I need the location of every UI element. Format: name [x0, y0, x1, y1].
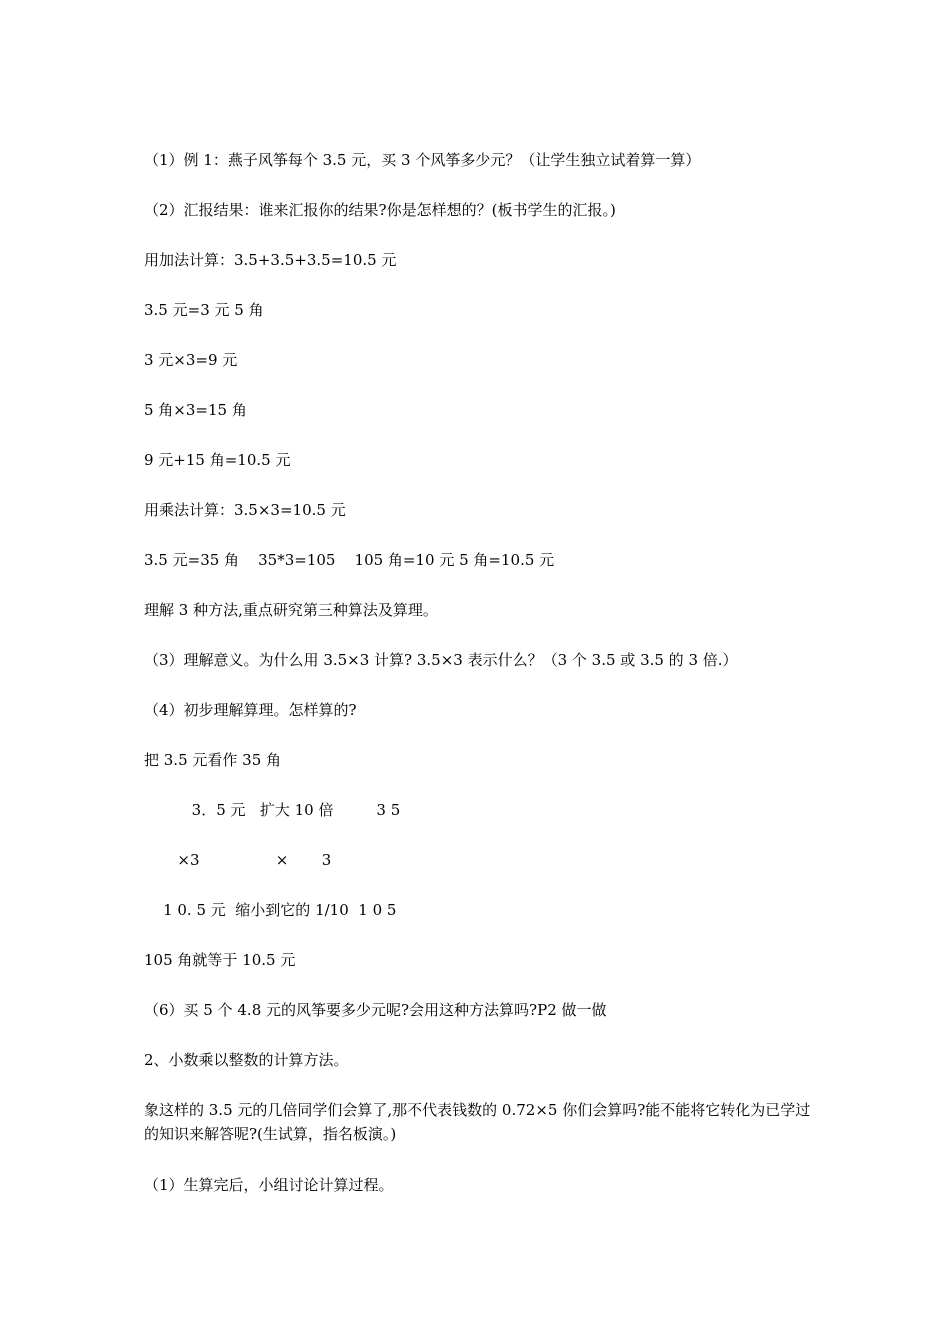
paragraph-practice: （6）买 5 个 4.8 元的风筝要多少元呢?会用这种方法算吗?P2 做一做 — [144, 1001, 607, 1019]
paragraph-meaning: （3）理解意义。为什么用 3.5×3 计算? 3.5×3 表示什么？（3 个 3.5 或 3.5 的 3 倍.） — [144, 651, 738, 669]
paragraph-yuan-multiply: 3 元×3=9 元 — [144, 351, 238, 369]
paragraph-jiao-equals: 105 角就等于 10.5 元 — [144, 951, 296, 969]
paragraph-report-results: （2）汇报结果：谁来汇报你的结果?你是怎样想的？(板书学生的汇报。) — [144, 201, 616, 219]
paragraph-treat-as-jiao: 把 3.5 元看作 35 角 — [144, 751, 282, 769]
paragraph-conversion: 3.5 元=3 元 5 角 — [144, 301, 264, 319]
paragraph-arithmetic-reason: （4）初步理解算理。怎样算的? — [144, 701, 357, 719]
paragraph-example-1: （1）例 1：燕子风筝每个 3.5 元，买 3 个风筝多少元？（让学生独立试着算一算） — [144, 151, 701, 169]
vertical-calc-row-3: 1 0. 5 元 缩小到它的 1/10 1 0 5 — [144, 901, 397, 919]
paragraph-jiao-multiply: 5 角×3=15 角 — [144, 401, 247, 419]
vertical-calc-row-2: ×3 × 3 — [144, 851, 332, 869]
paragraph-jiao-conversion: 3.5 元=35 角 35*3=105 105 角=10 元 5 角=10.5 元 — [144, 551, 555, 569]
paragraph-multiplication-method: 用乘法计算：3.5×3=10.5 元 — [144, 501, 346, 519]
paragraph-sum-result: 9 元+15 角=10.5 元 — [144, 451, 291, 469]
paragraph-transfer-question: 象这样的 3.5 元的几倍同学们会算了,那不代表钱数的 0.72×5 你们会算吗?能不能将它转化为已学过的知识来解答呢?(生试算，指名板演。) — [144, 1101, 811, 1143]
paragraph-addition-method: 用加法计算：3.5+3.5+3.5=10.5 元 — [144, 251, 397, 269]
paragraph-group-discussion: （1）生算完后，小组讨论计算过程。 — [144, 1176, 394, 1194]
paragraph-three-methods: 理解 3 种方法,重点研究第三种算法及算理。 — [144, 601, 438, 619]
vertical-calc-row-1: 3．5 元 扩大 10 倍 3 5 — [144, 801, 401, 819]
section-heading-2: 2、小数乘以整数的计算方法。 — [144, 1051, 349, 1069]
